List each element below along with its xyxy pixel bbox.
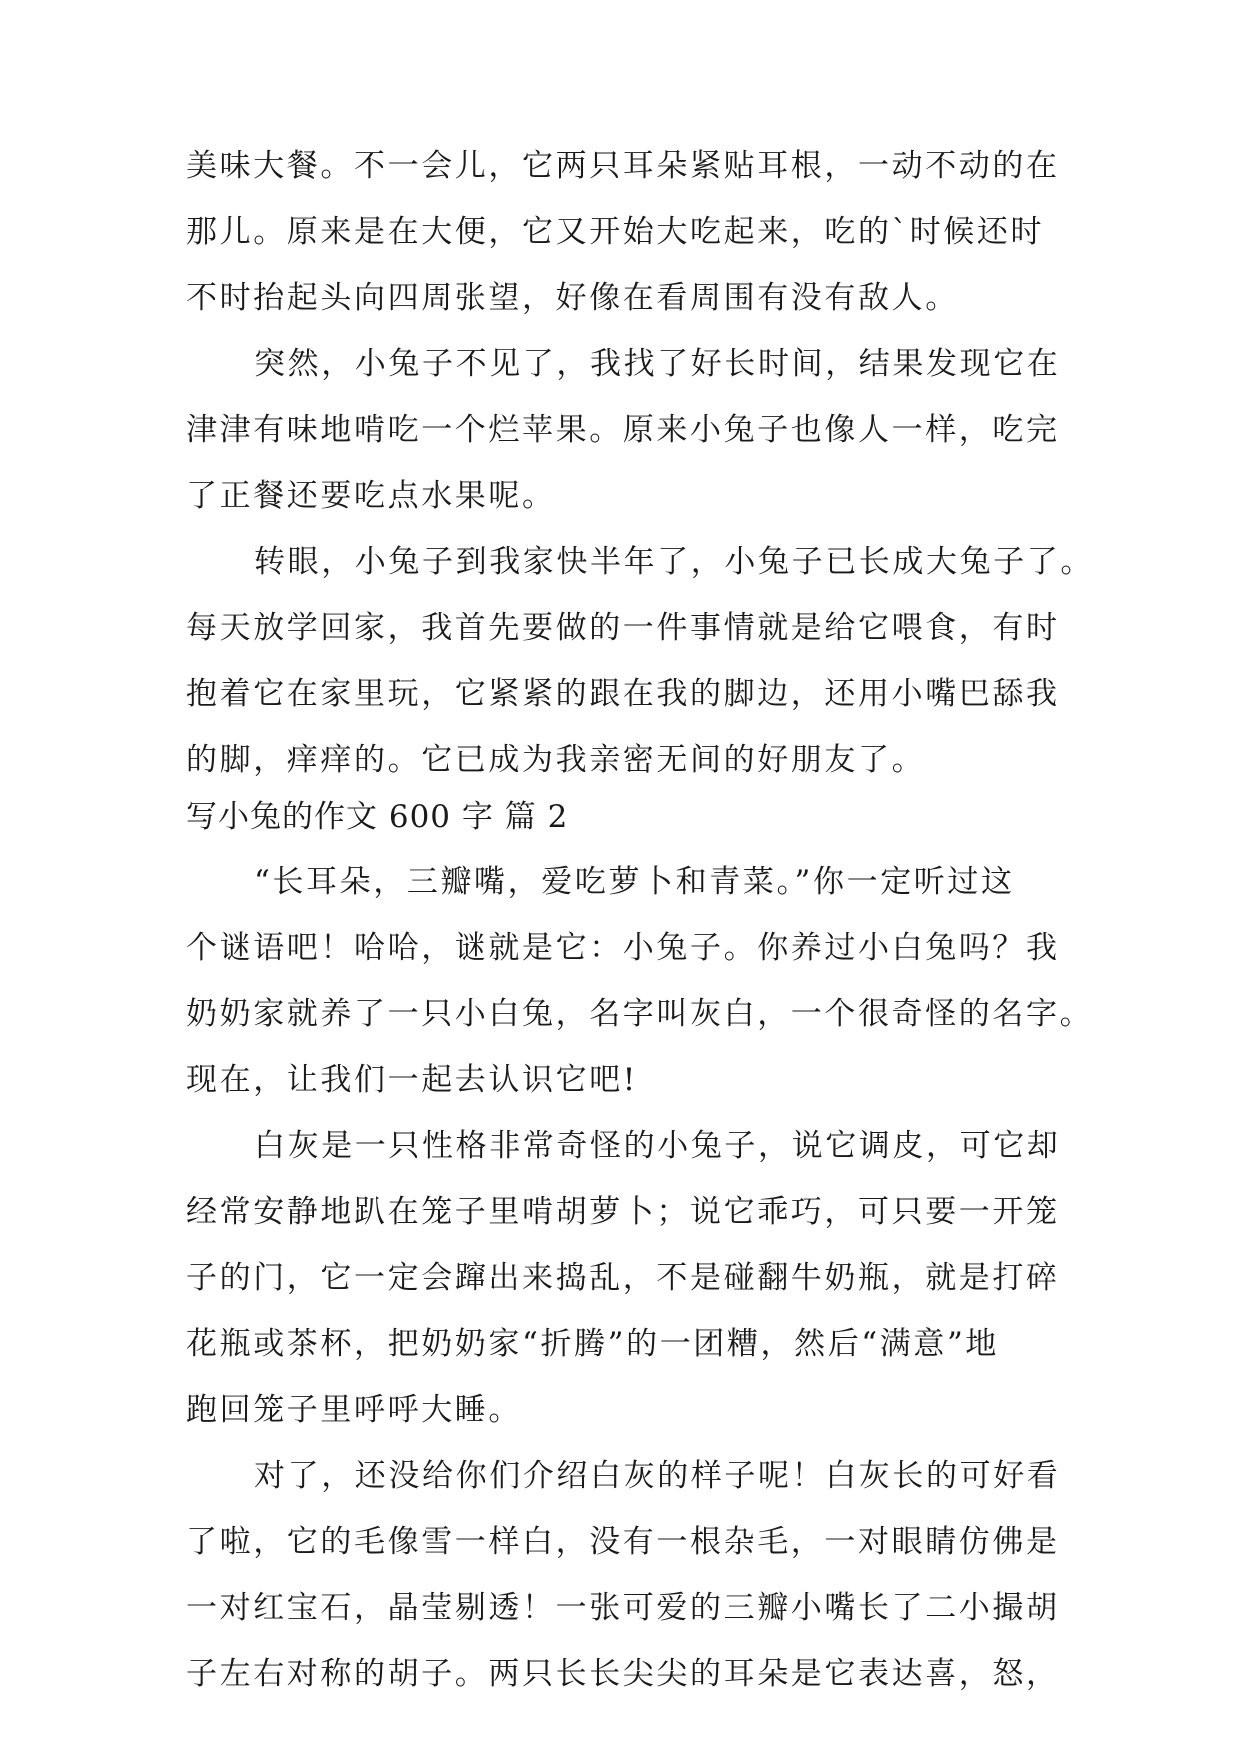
text-line-12: “长耳朵，三瓣嘴，爱吃萝卜和青菜。”你一定听过这 [254,864,1015,900]
text-line-3: 不时抬起头向四周张望，好像在看周围有没有敌人。 [186,280,959,316]
text-line-5: 津津有味地啃吃一个烂苹果。原来小兔子也像人一样，吃完 [186,412,1060,448]
text-line-8: 每天放学回家，我首先要做的一件事情就是给它喂食，有时 [186,610,1060,646]
text-line-20: 跑回笼子里呼呼大睡。 [186,1392,522,1428]
text-line-10: 的脚，痒痒的。它已成为我亲密无间的好朋友了。 [186,742,926,778]
text-line-4: 突然，小兔子不见了，我找了好长时间，结果发现它在 [254,346,1061,382]
text-line-21: 对了，还没给你们介绍白灰的样子呢！白灰长的可好看 [254,1458,1061,1494]
text-line-18: 子的门，它一定会蹿出来捣乱，不是碰翻牛奶瓶，就是打碎 [186,1260,1060,1296]
section-heading: 写小兔的作文 600 字 篇 2 [186,799,569,835]
text-line-16: 白灰是一只性格非常奇怪的小兔子，说它调皮，可它却 [254,1128,1061,1164]
text-line-1: 美味大餐。不一会儿，它两只耳朵紧贴耳根，一动不动的在 [186,148,1060,184]
text-line-7: 转眼，小兔子到我家快半年了，小兔子已长成大兔子了。 [254,544,1094,580]
text-line-17: 经常安静地趴在笼子里啃胡萝卜；说它乖巧，可只要一开笼 [186,1194,1060,1230]
text-line-15: 现在，让我们一起去认识它吧! [186,1062,638,1098]
text-line-19: 花瓶或茶杯，把奶奶家“折腾”的一团糟，然后“满意”地 [186,1326,999,1362]
text-line-2: 那儿。原来是在大便，它又开始大吃起来，吃的`时候还时 [186,214,1045,250]
text-line-6: 了正餐还要吃点水果呢。 [186,478,556,514]
text-line-13: 个谜语吧！哈哈，谜就是它：小兔子。你养过小白兔吗？我 [186,930,1060,966]
text-line-23: 一对红宝石，晶莹剔透！一张可爱的三瓣小嘴长了二小撮胡 [186,1590,1060,1626]
text-line-9: 抱着它在家里玩，它紧紧的跟在我的脚边，还用小嘴巴舔我 [186,676,1060,712]
text-line-14: 奶奶家就养了一只小白兔，名字叫灰白，一个很奇怪的名字。 [186,996,1094,1032]
text-line-24: 子左右对称的胡子。两只长长尖尖的耳朵是它表达喜，怒， [186,1656,1060,1692]
text-line-22: 了啦，它的毛像雪一样白，没有一根杂毛，一对眼睛仿佛是 [186,1524,1060,1560]
